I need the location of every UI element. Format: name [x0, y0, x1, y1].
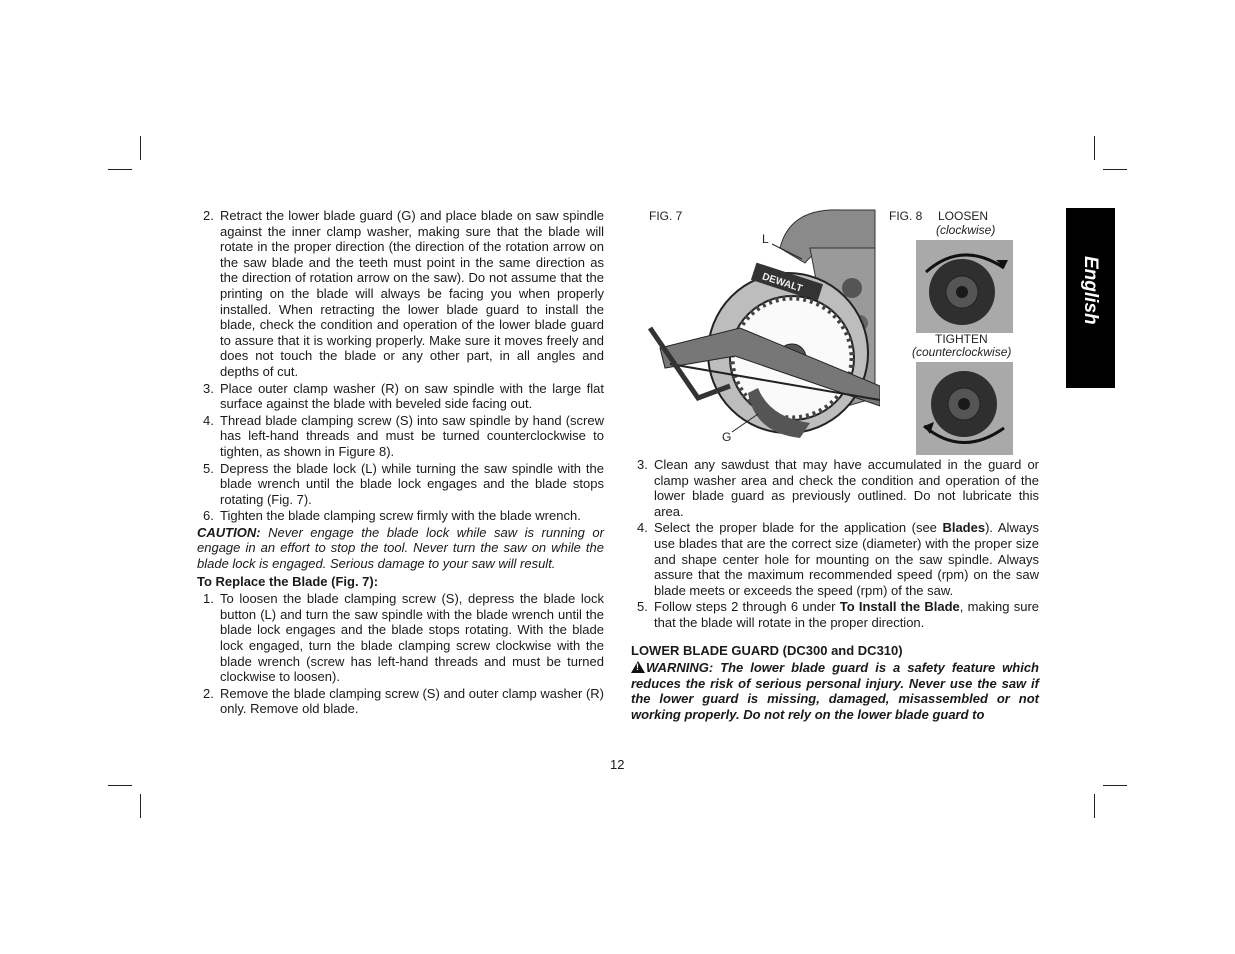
warning-text: WARNING: The lower blade guard is a safety feature which reduces the risk of serious personal injury. Never use the saw if the lower guard is missing, damaged, misassembled or not working properly. Do not rely on the lower blade guard to [631, 660, 1039, 722]
crop-mark [140, 136, 141, 160]
language-tab-label: English [1080, 256, 1101, 325]
list-item: 4. Select the proper blade for the application (see Blades). Always use blades that are the correct size (diameter) with the proper size and shape center hole for mounting on the saw spindle. Always assure that the maximum recommended speed (rpm) on the saw blade meets or exceeds the speed (rpm) of the saw. [637, 520, 1039, 598]
fig8-tighten-direction: (counterclockwise) [912, 345, 1012, 359]
caution-text: Never engage the blade lock while saw is running or engage in an effort to stop the tool. Never turn the saw on while the blade lock is engaged. Serious damage to your saw will result. [197, 524, 604, 572]
list-item: 4. Thread blade clamping screw (S) into saw spindle by hand (screw has left-hand threads and must be turned counterclockwise to tighten, as shown in Figure 8). [203, 412, 604, 459]
language-tab [1066, 208, 1115, 388]
crop-mark [1094, 794, 1095, 818]
caution-paragraph [197, 525, 604, 572]
caution-label: CAUTION: [197, 524, 261, 540]
crop-mark [1103, 785, 1127, 786]
crop-mark [108, 169, 132, 170]
fig8-tighten-label: TIGHTEN [935, 332, 988, 346]
fig8-loosen-direction: (clockwise) [936, 223, 996, 237]
fig7-callout-g: G [722, 430, 732, 444]
crop-mark [1103, 169, 1127, 170]
left-column [197, 208, 604, 718]
install-steps-list [197, 208, 604, 524]
list-item: 2. Retract the lower blade guard (G) and place blade on saw spindle against the inner clamp washer, making sure that the blade will rotate in the proper direction (the direction of the rotation arrow on the saw blade and the teeth must point in the same direction as the direction of rotation arrow on the saw). Do not assume that the printing on the blade will always be facing you when properly installed. When retracting the lower blade guard to install the blade, check the condition and operation of the lower blade guard to assure that it is working properly. Make sure it moves freely and does not touch the blade or any other part, in all angles and depths of cut. [203, 208, 604, 379]
fig7-label: FIG. 7 [649, 209, 683, 223]
page-number: 12 [610, 757, 625, 772]
fig7-brand: DEWALT [760, 271, 804, 295]
right-column [631, 457, 1039, 723]
crop-mark [1094, 136, 1095, 160]
list-item: 1. To loosen the blade clamping screw (S), depress the blade lock button (L) and turn the saw spindle with the blade wrench until the blade lock engages and the blade stops rotating. With the blade lock engaged, turn the blade clamping screw clockwise with the blade wrench (screw has left-hand threads and must be turned clockwise to loosen). [203, 591, 604, 685]
list-item: 2. Remove the blade clamping screw (S) and outer clamp washer (R) only. Remove old blade. [203, 685, 604, 717]
crop-mark [140, 794, 141, 818]
replace-steps-list [197, 591, 604, 717]
list-item: 5. Depress the blade lock (L) while turning the saw spindle with the blade wrench until the blade lock engages and the blade stops rotating (Fig. 7). [203, 460, 604, 507]
list-item: 5. Follow steps 2 through 6 under To Install the Blade, making sure that the blade will rotate in the proper direction. [637, 599, 1040, 630]
fig7-circular-saw-illustration [640, 208, 880, 443]
fig8-label: FIG. 8 [889, 209, 923, 223]
fig8-loosen-image [916, 240, 1013, 333]
list-item: 3. Clean any sawdust that may have accumulated in the guard or clamp washer area and check the condition and operation of the lower blade guard as previously outlined. Do not lubricate this area. [637, 457, 1039, 519]
crop-mark [108, 785, 132, 786]
list-item: 6. Tighten the blade clamping screw firmly with the blade wrench. [203, 508, 581, 524]
replace-blade-heading: To Replace the Blade (Fig. 7): [197, 573, 379, 589]
fig7-callout-l: L [762, 232, 769, 246]
warning-triangle-icon [631, 661, 645, 673]
fig8-loosen-label: LOOSEN [938, 209, 989, 223]
warning-paragraph [631, 660, 1039, 722]
right-steps-list [631, 457, 1039, 631]
fig8-tighten-image [916, 362, 1013, 455]
list-item: 3. Place outer clamp washer (R) on saw spindle with the large flat surface against the blade with beveled side facing out. [203, 380, 604, 412]
lower-guard-heading: LOWER BLADE GUARD (DC300 and DC310) [631, 642, 903, 658]
